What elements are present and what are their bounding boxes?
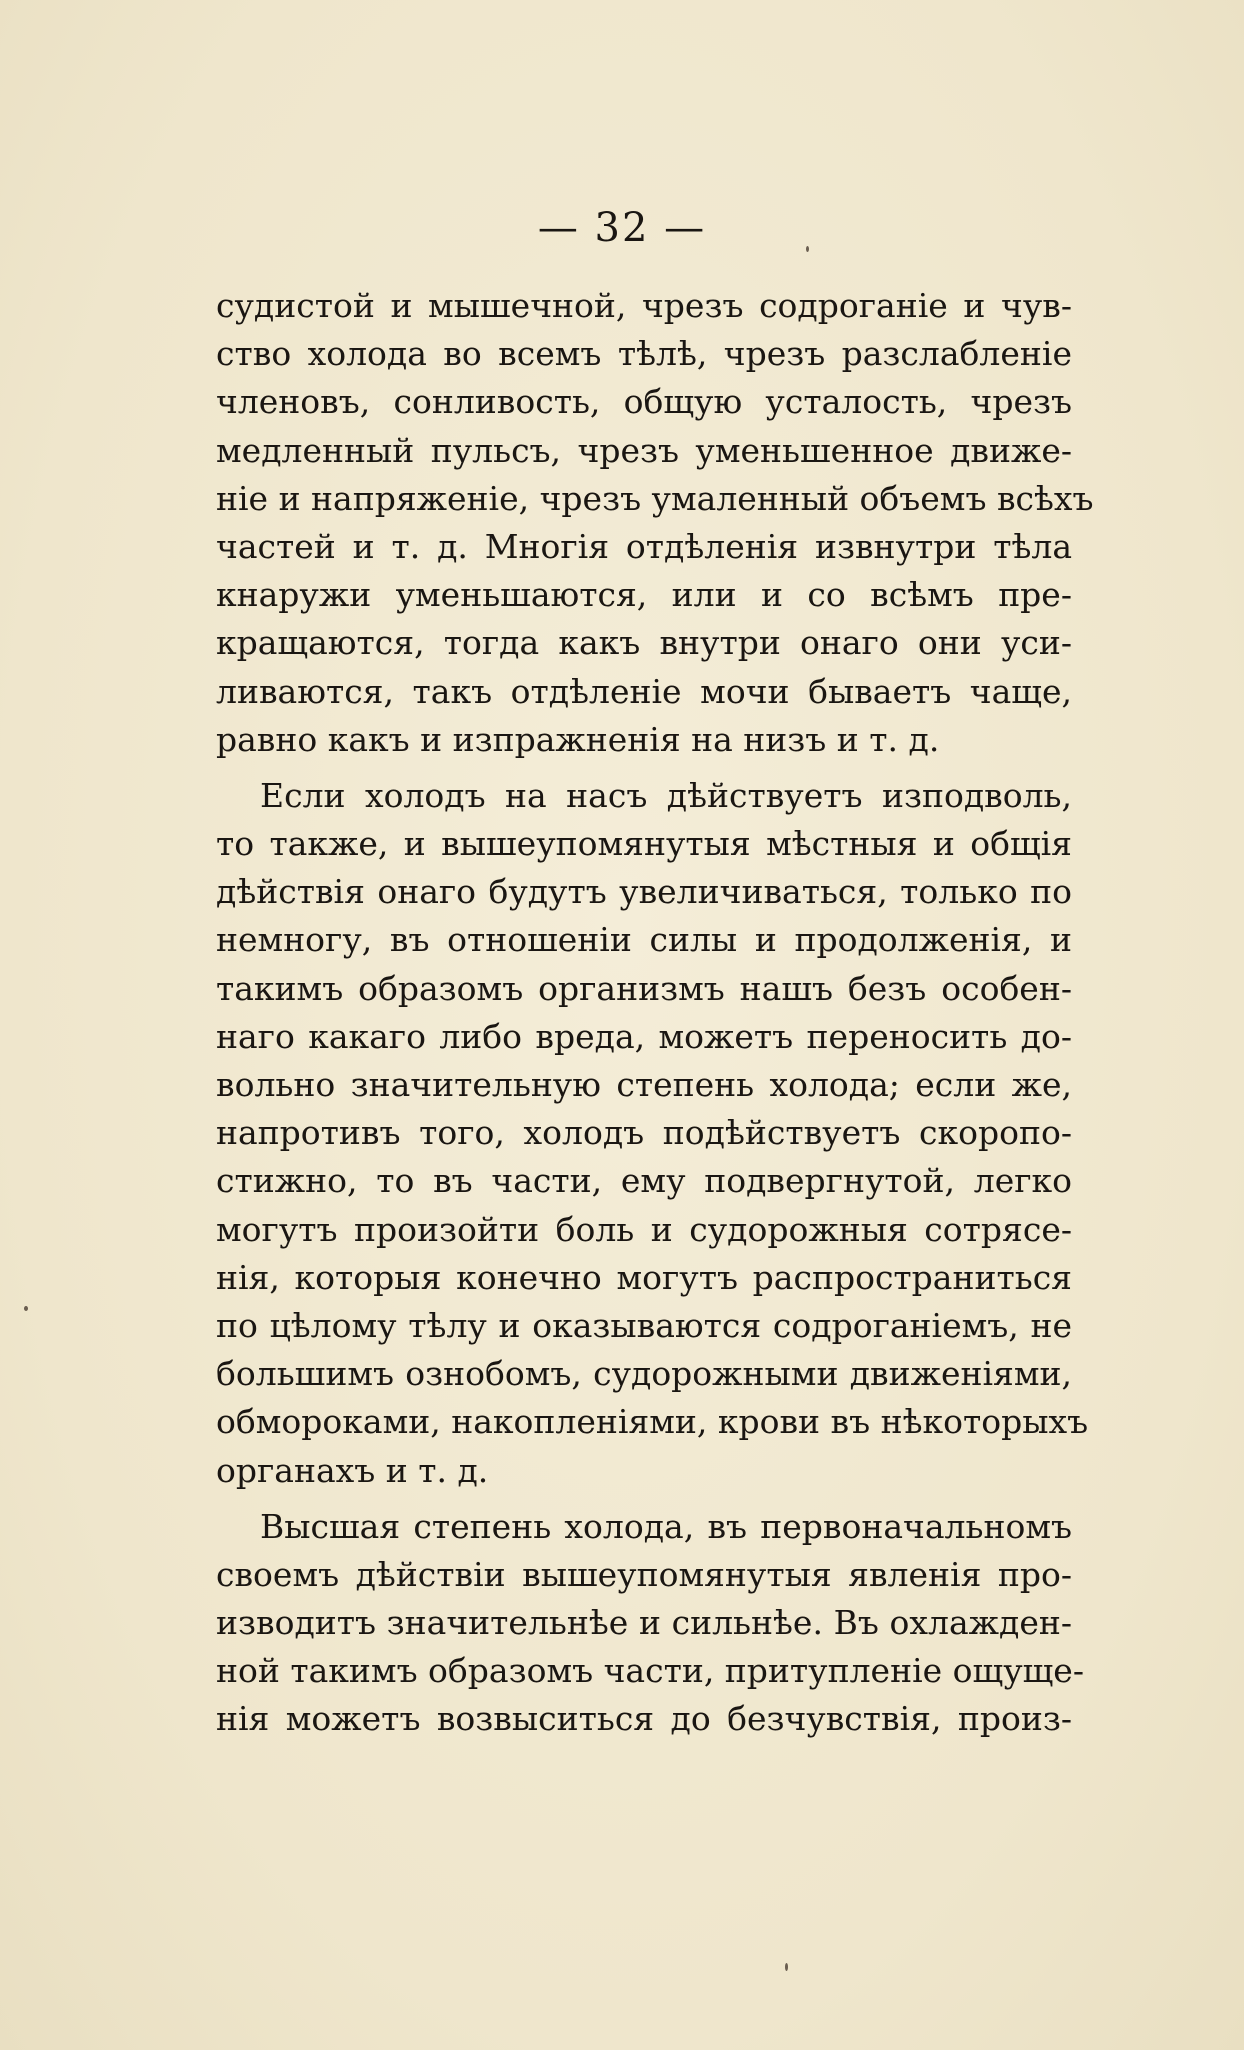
text-line: то также, и вышеупомянутыя мѣстныя и общія xyxy=(216,824,1072,864)
page-number: — 32 — xyxy=(537,205,707,251)
text-line: наго какаго либо вреда, можетъ переносить до- xyxy=(216,1016,1072,1056)
text-line: кращаются, тогда какъ внутри онаго они уси- xyxy=(216,623,1072,663)
text-line: дѣйствія онаго будутъ увеличиваться, только по xyxy=(216,872,1072,912)
text-line: органахъ и т. д. xyxy=(216,1450,489,1490)
text-line: судистой и мышечной, чрезъ содроганіе и чув- xyxy=(216,286,1072,325)
text-line: членовъ, сонливость, общую усталость, чрезъ xyxy=(216,382,1072,422)
text-line: нія, которыя конечно могутъ распространиться xyxy=(216,1257,1072,1297)
text-line: изводитъ значительнѣе и сильнѣе. Въ охлажден- xyxy=(216,1603,1072,1643)
text-line: могутъ произойти боль и судорожныя сотрясе- xyxy=(216,1209,1072,1249)
paper-speck xyxy=(806,246,809,252)
paragraph-gap xyxy=(216,1495,1072,1503)
text-line: своемъ дѣйствіи вышеупомянутыя явленія про- xyxy=(216,1554,1072,1594)
text-line: Если холодъ на насъ дѣйствуетъ изподволь, xyxy=(260,775,1072,815)
text-line: нія можетъ возвыситься до безчувствія, произ- xyxy=(216,1699,1072,1739)
text-line: частей и т. д. Многія отдѣленія извнутри тѣла xyxy=(216,526,1072,566)
text-line: стижно, то въ части, ему подвергнутой, легко xyxy=(216,1161,1072,1201)
text-line: обмороками, накопленіями, крови въ нѣкоторыхъ xyxy=(216,1402,1089,1442)
body-text xyxy=(216,282,1094,1744)
text-line: немногу, въ отношеніи силы и продолженія, и xyxy=(216,920,1072,960)
paragraph-gap xyxy=(216,764,1072,772)
paper-speck xyxy=(24,1306,28,1311)
text-line: по цѣлому тѣлу и оказываются содроганіемъ, не xyxy=(216,1305,1072,1345)
text-line: напротивъ того, холодъ подѣйствуетъ скоропо- xyxy=(216,1113,1072,1153)
text-line: равно какъ и изпражненія на низъ и т. д. xyxy=(216,719,940,759)
text-line: ство холода во всемъ тѣлѣ, чрезъ разслабленіе xyxy=(216,334,1072,374)
text-line: такимъ образомъ организмъ нашъ безъ особен- xyxy=(216,968,1072,1008)
text-line: большимъ ознобомъ, судорожными движеніями, xyxy=(216,1354,1072,1394)
text-line: кнаружи уменьшаются, или и со всѣмъ пре- xyxy=(216,575,1072,615)
text-line: Высшая степень холода, въ первоначальномъ xyxy=(260,1506,1072,1546)
text-line: вольно значительную степень холода; если же, xyxy=(216,1065,1072,1104)
text-line: ніе и напряженіе, чрезъ умаленный объемъ всѣхъ xyxy=(216,478,1094,518)
text-line: ной такимъ образомъ части, притупленіе ощуще- xyxy=(216,1651,1084,1691)
text-line: медленный пульсъ, чрезъ уменьшенное движе- xyxy=(216,430,1072,470)
text-line: ливаются, такъ отдѣленіе мочи бываетъ чаще, xyxy=(216,671,1072,711)
paper-speck xyxy=(785,1963,788,1971)
